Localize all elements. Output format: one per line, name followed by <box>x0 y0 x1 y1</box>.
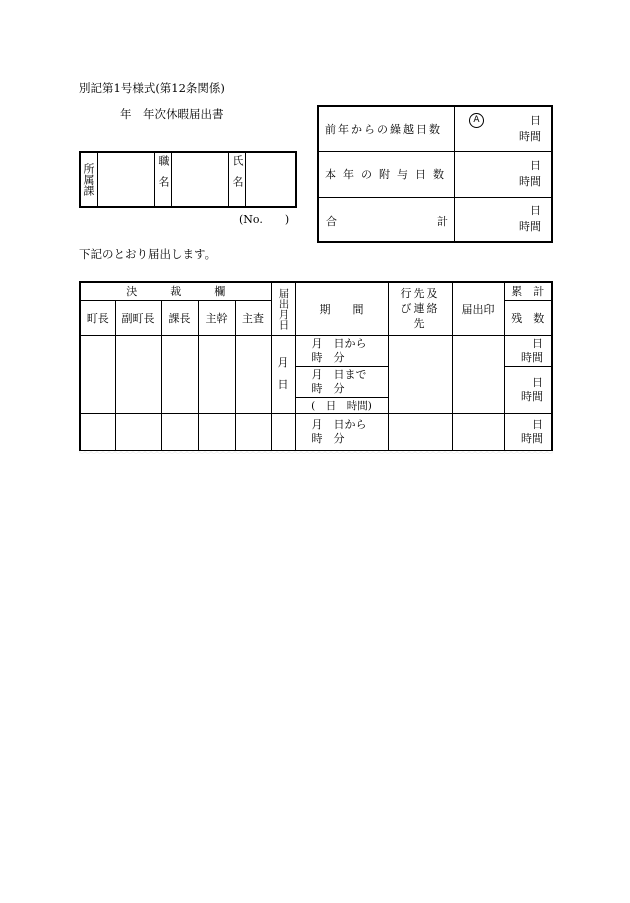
hour-unit: 時間 <box>521 389 543 403</box>
destination-header: 行先及び連絡先 <box>388 282 452 335</box>
affiliation-label: 所属課 <box>82 163 95 196</box>
stamp-deputy-mayor[interactable] <box>115 335 161 413</box>
stamp-deputy-mayor[interactable] <box>115 413 161 450</box>
page-title: 年 年次休暇届出書 <box>120 107 224 121</box>
day-unit: 日 <box>532 375 543 389</box>
hour-unit: 時間 <box>521 431 543 445</box>
leave-request-table <box>79 281 553 451</box>
hour-unit: 時間 <box>519 175 541 188</box>
notice-date-header-cell <box>271 282 295 335</box>
stamp-chief-officer[interactable] <box>198 335 235 413</box>
applicant-info-table <box>79 151 297 208</box>
notice-date-header: 届出月日 <box>277 287 290 330</box>
stamp-section-chief[interactable] <box>161 413 198 450</box>
total-days-value[interactable] <box>455 197 553 242</box>
granted-days-units <box>455 158 551 190</box>
approver-chief-officer: 主幹 <box>198 300 235 335</box>
name-value[interactable] <box>246 152 297 207</box>
approval-header: 決 裁 欄 <box>80 282 271 300</box>
hour-unit: 時間 <box>519 129 541 143</box>
circle-a-mark: A <box>469 113 484 128</box>
hour-unit: 時間 <box>519 220 541 234</box>
position-value[interactable] <box>172 152 229 207</box>
total-label-left: 合 <box>326 214 337 228</box>
total-days-units <box>455 203 551 235</box>
period-from-cell[interactable] <box>295 335 388 366</box>
period-total-cell[interactable]: ( 日 時間) <box>295 397 388 413</box>
seal-header: 届出印 <box>452 282 504 335</box>
stamp-supervisor[interactable] <box>235 413 271 450</box>
number-label: (No. ) <box>239 213 290 226</box>
stamp-section-chief[interactable] <box>161 335 198 413</box>
form-label: 別記第1号様式(第12条関係) <box>79 81 225 95</box>
time-label: 時 分 <box>311 431 345 445</box>
cumulative-cell[interactable] <box>504 413 552 450</box>
stamp-chief-officer[interactable] <box>198 413 235 450</box>
granted-days-label-cell <box>318 151 455 197</box>
affiliation-label-cell <box>80 152 98 207</box>
stamp-mayor[interactable] <box>80 335 115 413</box>
stamp-mayor[interactable] <box>80 413 115 450</box>
notice-date-cell[interactable] <box>271 413 295 450</box>
approver-supervisor: 主査 <box>235 300 271 335</box>
name-label-cell <box>229 152 246 207</box>
total-label-right: 計 <box>437 214 448 228</box>
day-unit: 日 <box>530 204 541 218</box>
approver-deputy-mayor: 副町長 <box>115 300 161 335</box>
remaining-cell[interactable] <box>504 366 552 413</box>
position-label: 職名 <box>157 155 170 197</box>
day-label: 日 <box>277 378 289 391</box>
month-label: 月 <box>277 356 289 369</box>
period-from-label: 月 日から <box>311 417 367 431</box>
seal-cell[interactable] <box>452 335 504 413</box>
destination-cell[interactable] <box>388 335 452 413</box>
carried-days-value[interactable] <box>455 106 553 151</box>
granted-days-value[interactable] <box>455 151 553 197</box>
cumulative-cell[interactable] <box>504 335 552 366</box>
period-from-cell[interactable] <box>295 413 388 450</box>
day-unit: 日 <box>532 417 543 431</box>
period-header: 期 間 <box>295 282 388 335</box>
day-unit: 日 <box>530 159 541 172</box>
seal-cell[interactable] <box>452 413 504 450</box>
intro-text: 下記のとおり届出します。 <box>79 247 217 261</box>
period-until-label: 月 日まで <box>311 367 367 381</box>
approver-mayor: 町長 <box>80 300 115 335</box>
period-from-label: 月 日から <box>311 336 367 350</box>
day-unit: 日 <box>530 113 541 127</box>
cumulative-header: 累 計 <box>504 282 552 300</box>
total-days-label-cell <box>318 197 455 242</box>
destination-cell[interactable] <box>388 413 452 450</box>
time-label: 時 分 <box>311 350 345 364</box>
stamp-supervisor[interactable] <box>235 335 271 413</box>
remaining-header: 残 数 <box>504 300 552 335</box>
carried-days-label-cell <box>318 106 455 151</box>
notice-date-cell[interactable] <box>271 335 295 413</box>
granted-days-label: 本年の附与日数 <box>325 168 451 181</box>
hour-unit: 時間 <box>521 350 543 364</box>
time-label: 時 分 <box>311 381 345 395</box>
approver-section-chief: 課長 <box>161 300 198 335</box>
affiliation-value[interactable] <box>98 152 155 207</box>
carried-days-label: 前年からの繰越日数 <box>325 122 442 136</box>
day-unit: 日 <box>532 336 543 350</box>
leave-days-table <box>317 105 553 243</box>
position-label-cell <box>155 152 172 207</box>
name-label: 氏名 <box>231 155 244 197</box>
period-until-cell[interactable] <box>295 366 388 397</box>
page-cut-edge <box>79 451 553 457</box>
